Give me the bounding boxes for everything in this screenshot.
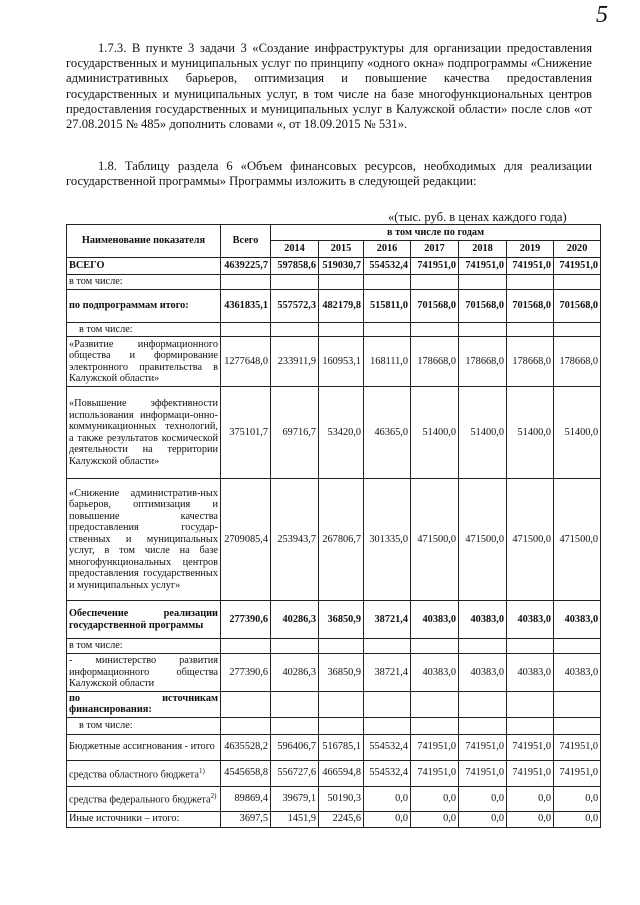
row-year-value: 0,0 (364, 811, 411, 827)
row-year-value: 2245,6 (319, 811, 364, 827)
row-year-value: 741951,0 (411, 760, 459, 786)
row-year-value (364, 275, 411, 290)
row-year-value (554, 322, 601, 337)
units-note: «(тыс. руб. в ценах каждого года) (388, 210, 567, 224)
row-year-value: 0,0 (507, 811, 554, 827)
row-year-value: 40383,0 (554, 654, 601, 692)
table-row (67, 289, 601, 322)
table-row (67, 691, 601, 717)
row-year-value: 46365,0 (364, 387, 411, 479)
header-year: 2018 (459, 241, 507, 258)
row-year-value (319, 691, 364, 717)
paragraph-1: 1.7.3. В пункте 3 задачи 3 «Создание инфраструктуры для организации предоставления государственных и муниципальных услуг по принципу «одного окна» подпрограммы «Снижение административных барьеров, оптимизация и повышение качества предоставления государственных и муниципальных услуг, в том числе на базе многофункциональных центров предоставления государственных и муниципальных услуг в Калужской области» после слов «от 27.08.2015 № 485» дополнить словами «, от 18.09.2015 № 531». (66, 41, 592, 132)
row-year-value: 515811,0 (364, 289, 411, 322)
row-year-value (554, 639, 601, 654)
table-row (67, 786, 601, 811)
row-year-value (319, 275, 364, 290)
row-year-value: 596406,7 (271, 734, 319, 760)
row-year-value: 51400,0 (459, 387, 507, 479)
row-year-value: 178668,0 (411, 337, 459, 387)
row-total: 4639225,7 (221, 258, 271, 275)
row-name (67, 786, 221, 811)
row-year-value: 39679,1 (271, 786, 319, 811)
row-name-text: Иные источники – итого: (69, 813, 180, 825)
row-name-text: «Снижение административ-ных барьеров, оптимизация и повышение качества предоставления государ-ственных и муниципальных услуг, в том числе на базе многофункциональных центров предоставления государственных и муниципальных услуг» (69, 487, 218, 591)
row-year-value: 471500,0 (507, 479, 554, 601)
row-year-value: 40286,3 (271, 601, 319, 639)
row-year-value: 40383,0 (554, 601, 601, 639)
row-year-value: 741951,0 (459, 258, 507, 275)
row-year-value: 557572,3 (271, 289, 319, 322)
row-year-value (364, 639, 411, 654)
row-year-value: 471500,0 (459, 479, 507, 601)
row-year-value (271, 691, 319, 717)
row-name (67, 691, 221, 717)
row-total: 89869,4 (221, 786, 271, 811)
row-name (67, 275, 221, 290)
paragraph-2: 1.8. Таблицу раздела 6 «Объем финансовых ресурсов, необходимых для реализации государственной программы» Программы изложить в следующей редакции: (66, 159, 592, 189)
row-year-value: 267806,7 (319, 479, 364, 601)
row-year-value: 701568,0 (554, 289, 601, 322)
header-year: 2014 (271, 241, 319, 258)
row-name (67, 717, 221, 734)
row-year-value: 69716,7 (271, 387, 319, 479)
table-row (67, 654, 601, 692)
row-year-value (411, 691, 459, 717)
row-year-value (554, 691, 601, 717)
row-total: 277390,6 (221, 601, 271, 639)
row-year-value: 556727,6 (271, 760, 319, 786)
row-name-text: по подпрограммам итого: (69, 299, 189, 311)
row-year-value: 741951,0 (411, 734, 459, 760)
row-year-value (271, 717, 319, 734)
row-year-value (459, 691, 507, 717)
row-year-value: 741951,0 (459, 760, 507, 786)
row-year-value (507, 691, 554, 717)
row-year-value: 701568,0 (411, 289, 459, 322)
header-year: 2015 (319, 241, 364, 258)
row-year-value: 741951,0 (459, 734, 507, 760)
row-name (67, 760, 221, 786)
row-name-text: Бюджетные ассигнования - итого (69, 741, 215, 753)
table-row (67, 337, 601, 387)
row-name (67, 601, 221, 639)
row-year-value (459, 322, 507, 337)
row-name-text: «Развитие информационного общества и формирование электронного правительства в Калужской области» (69, 338, 218, 384)
row-year-value: 554532,4 (364, 760, 411, 786)
row-year-value: 50190,3 (319, 786, 364, 811)
header-years-group: в том числе по годам (271, 225, 601, 241)
table-row (67, 760, 601, 786)
row-year-value (554, 275, 601, 290)
row-year-value: 471500,0 (554, 479, 601, 601)
table-row (67, 479, 601, 601)
row-year-value (507, 275, 554, 290)
header-total: Всего (221, 225, 271, 258)
row-year-value: 741951,0 (554, 734, 601, 760)
row-name (67, 654, 221, 692)
row-total: 4361835,1 (221, 289, 271, 322)
row-year-value (554, 717, 601, 734)
row-total (221, 639, 271, 654)
footnote-mark: 1) (198, 766, 205, 775)
row-year-value: 741951,0 (507, 258, 554, 275)
row-name-text: - министерство развития информационного общества Калужской области (69, 655, 218, 689)
row-year-value (411, 275, 459, 290)
row-name-text: Обеспечение реализации государственной программы (69, 608, 218, 631)
row-year-value: 38721,4 (364, 654, 411, 692)
row-year-value: 40286,3 (271, 654, 319, 692)
row-year-value (459, 639, 507, 654)
row-year-value (507, 322, 554, 337)
table-row (67, 811, 601, 827)
row-year-value: 741951,0 (507, 734, 554, 760)
row-year-value: 301335,0 (364, 479, 411, 601)
row-year-value: 741951,0 (554, 760, 601, 786)
row-year-value (411, 639, 459, 654)
row-year-value: 40383,0 (411, 654, 459, 692)
row-year-value: 482179,8 (319, 289, 364, 322)
row-year-value: 40383,0 (459, 601, 507, 639)
row-total (221, 717, 271, 734)
row-year-value: 0,0 (554, 811, 601, 827)
row-year-value (364, 717, 411, 734)
row-year-value: 466594,8 (319, 760, 364, 786)
row-year-value: 701568,0 (459, 289, 507, 322)
row-year-value: 38721,4 (364, 601, 411, 639)
row-year-value: 40383,0 (507, 601, 554, 639)
row-year-value: 40383,0 (411, 601, 459, 639)
row-year-value: 233911,9 (271, 337, 319, 387)
table-row (67, 322, 601, 337)
row-year-value: 0,0 (554, 786, 601, 811)
row-year-value: 178668,0 (459, 337, 507, 387)
row-name-text: средства федерального бюджета (69, 794, 211, 806)
row-name-text: в том числе: (69, 640, 123, 652)
row-year-value: 0,0 (459, 811, 507, 827)
row-year-value: 253943,7 (271, 479, 319, 601)
row-year-value: 1451,9 (271, 811, 319, 827)
row-name-text: в том числе: (69, 276, 123, 287)
row-year-value: 178668,0 (507, 337, 554, 387)
row-total: 375101,7 (221, 387, 271, 479)
row-year-value: 168111,0 (364, 337, 411, 387)
row-name (67, 387, 221, 479)
row-year-value (364, 322, 411, 337)
row-year-value (271, 322, 319, 337)
row-total: 1277648,0 (221, 337, 271, 387)
row-year-value: 741951,0 (411, 258, 459, 275)
row-name-text: в том числе: (79, 323, 133, 335)
row-total (221, 691, 271, 717)
row-year-value: 471500,0 (411, 479, 459, 601)
row-name (67, 734, 221, 760)
table-row (67, 387, 601, 479)
table-row (67, 639, 601, 654)
row-year-value: 741951,0 (507, 760, 554, 786)
row-name-text: в том числе: (79, 719, 133, 731)
row-year-value: 36850,9 (319, 654, 364, 692)
table-row (67, 601, 601, 639)
row-year-value: 36850,9 (319, 601, 364, 639)
page-number: 5 (596, 2, 608, 28)
row-name (67, 639, 221, 654)
footnote-mark: 2) (210, 792, 217, 801)
header-name: Наименование показателя (67, 225, 221, 258)
row-total (221, 275, 271, 290)
row-year-value: 178668,0 (554, 337, 601, 387)
header-year: 2016 (364, 241, 411, 258)
row-year-value: 701568,0 (507, 289, 554, 322)
row-total: 4545658,8 (221, 760, 271, 786)
row-year-value (459, 275, 507, 290)
row-year-value: 53420,0 (319, 387, 364, 479)
row-total: 277390,6 (221, 654, 271, 692)
row-year-value: 554532,4 (364, 734, 411, 760)
row-name (67, 337, 221, 387)
row-year-value: 741951,0 (554, 258, 601, 275)
header-year: 2020 (554, 241, 601, 258)
row-year-value (319, 639, 364, 654)
row-total: 4635528,2 (221, 734, 271, 760)
row-year-value: 519030,7 (319, 258, 364, 275)
row-year-value (507, 717, 554, 734)
row-year-value: 597858,6 (271, 258, 319, 275)
header-year: 2019 (507, 241, 554, 258)
row-year-value (319, 717, 364, 734)
row-year-value (507, 639, 554, 654)
row-year-value: 0,0 (411, 786, 459, 811)
table-row (67, 734, 601, 760)
financing-table (66, 224, 601, 828)
row-total: 2709085,4 (221, 479, 271, 601)
row-name (67, 479, 221, 601)
row-year-value (364, 691, 411, 717)
table-row (67, 275, 601, 290)
row-year-value: 160953,1 (319, 337, 364, 387)
row-year-value (271, 639, 319, 654)
row-name-text: ВСЕГО (69, 260, 105, 272)
row-year-value: 0,0 (411, 811, 459, 827)
row-name (67, 322, 221, 337)
row-year-value: 0,0 (364, 786, 411, 811)
row-name (67, 258, 221, 275)
row-year-value (411, 322, 459, 337)
row-year-value: 51400,0 (411, 387, 459, 479)
row-year-value: 51400,0 (507, 387, 554, 479)
row-name-text: средства областного бюджета (69, 768, 199, 780)
row-name-text: по источникам финансирования: (69, 692, 218, 715)
table-row (67, 717, 601, 734)
row-name-text: «Повышение эффективности использования информаци-онно-коммуникационных технологий, а также результатов космической деятельности на территории Калужской области» (69, 398, 218, 467)
row-year-value: 554532,4 (364, 258, 411, 275)
row-name (67, 289, 221, 322)
row-year-value: 40383,0 (459, 654, 507, 692)
row-total (221, 322, 271, 337)
row-year-value (411, 717, 459, 734)
row-name (67, 811, 221, 827)
row-year-value: 51400,0 (554, 387, 601, 479)
header-year: 2017 (411, 241, 459, 258)
table-row (67, 258, 601, 275)
row-year-value: 0,0 (507, 786, 554, 811)
row-year-value (271, 275, 319, 290)
row-total: 3697,5 (221, 811, 271, 827)
row-year-value: 40383,0 (507, 654, 554, 692)
row-year-value: 516785,1 (319, 734, 364, 760)
row-year-value (319, 322, 364, 337)
row-year-value (459, 717, 507, 734)
row-year-value: 0,0 (459, 786, 507, 811)
